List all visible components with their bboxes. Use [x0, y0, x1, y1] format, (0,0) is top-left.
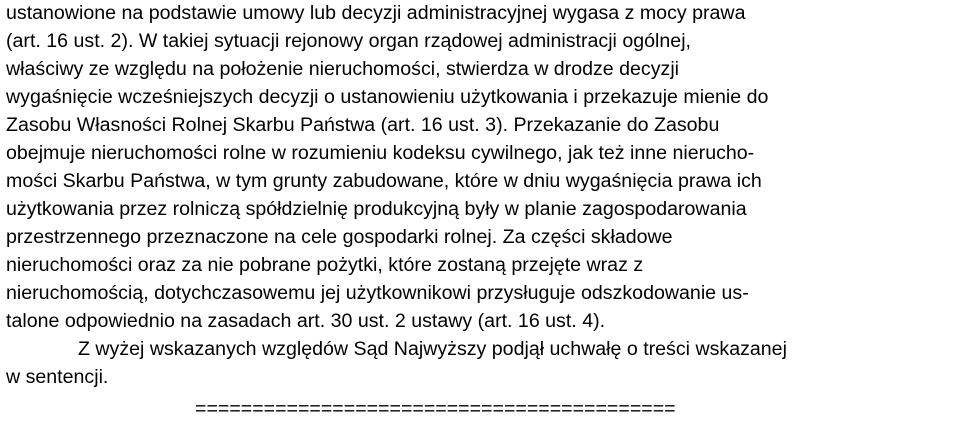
text-line-1: ustanowione na podstawie umowy lub decyzji administracyjnej wygasa z mocy prawa	[6, 2, 746, 24]
text-line-5: Zasobu Własności Rolnej Skarbu Państwa (art. 16 ust. 3). Przekazanie do Zasobu	[6, 114, 720, 136]
text-line-6: obejmuje nieruchomości rolne w rozumieniu kodeksu cywilnego, jak też inne nierucho-	[6, 142, 755, 164]
text-line-2: (art. 16 ust. 2). W takiej sytuacji rejonowy organ rządowej administracji ogólnej,	[6, 30, 691, 52]
text-line-8: użytkowania przez rolniczą spółdzielnię produkcyjną były w planie zagospodarowania	[6, 198, 747, 220]
text-line-10: nieruchomości oraz za nie pobrane pożytki, które zostaną przejęte wraz z	[6, 254, 644, 276]
text-line-4: wygaśnięcie wcześniejszych decyzji o ustanowieniu użytkowania i przekazuje mienie do	[6, 86, 769, 108]
text-line-14: w sentencji.	[6, 366, 109, 388]
text-line-3: właściwy ze względu na położenie nieruchomości, stwierdza w drodze decyzji	[6, 58, 680, 80]
text-line-12: talone odpowiednio na zasadach art. 30 ust. 2 ustawy (art. 16 ust. 4).	[6, 310, 606, 332]
separator-line: ==========================================	[195, 398, 676, 420]
text-line-11: nieruchomością, dotychczasowemu jej użytkownikowi przysługuje odszkodowanie us-	[6, 282, 749, 304]
paragraph-start-line: Z wyżej wskazanych względów Sąd Najwyższy podjął uchwałę o treści wskazanej	[78, 338, 787, 360]
text-line-9: przestrzennego przeznaczone na cele gospodarki rolnej. Za części składowe	[6, 226, 673, 248]
text-line-7: mości Skarbu Państwa, w tym grunty zabudowane, które w dniu wygaśnięcia prawa ich	[6, 170, 762, 192]
